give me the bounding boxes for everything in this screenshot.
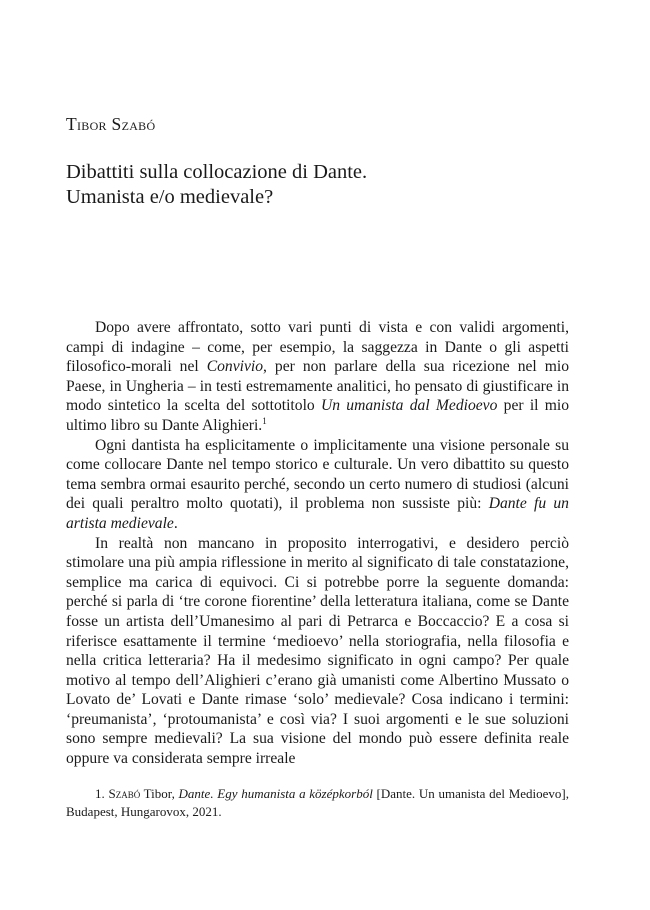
footnote-title: Dante. Egy humanista a középkorból [178, 786, 373, 801]
italic-text: Convivio [206, 358, 264, 376]
footnote [66, 785, 569, 821]
text-segment: Ogni dantista ha esplicitamente o implicitamente una visione personale su come collocare Dante nel tempo storico e culturale. Un vero dibattito su questo tema sembra ormai esaurito perché, secondo un certo numero di studiosi (alcuni dei quali peraltro molto quotati), il problema non sussiste più: [66, 436, 569, 513]
footnote-rest: [Dante. Un umanista del Medioevo], Budapest, Hungarovox, 2021. [66, 786, 569, 819]
footnote-author-surname: Szabó [108, 786, 141, 801]
text-segment: In realtà non mancano in proposito interrogativi, e desidero perciò stimolare una più ampia riflessione in merito al significato di tale constatazione, semplice ma carica di equivoci. Ci si potrebbe porre la seguente domanda: perché si parla di ‘tre corone fiorentine’ della letteratura italiana, come se Dante fosse un artista dell’Umanesimo al pari di Petrarca e Boccaccio? E a cosa si riferisce esattamente il termine ‘medioevo’ nella storiografia, nella filosofia e nella critica letteraria? Ha il medesimo significato in ogni campo? Per quale motivo al tempo dell’Alighieri c’erano già umanisti come Albertino Mussato o Lovato de’ Lovati e Dante rimase ‘solo’ medievale? Cosa indicano i termini: ‘preumanista’, ‘protoumanista’ e così via? I suoi argomenti e le sue soluzioni sono sempre medievali? La sua visione del mondo può essere definita reale oppure va considerata sempre irreale [66, 534, 569, 768]
footnote-ref: 1 [262, 415, 267, 426]
italic-text: Dante fu un artista medievale [66, 495, 569, 532]
paragraph [66, 436, 569, 534]
paragraph [66, 318, 569, 436]
title-line-1: Dibattiti sulla collocazione di Dante. [66, 161, 368, 183]
italic-text: Un umanista dal Medioevo [320, 397, 498, 415]
footnote-author-rest: Tibor, [140, 786, 179, 801]
article-body [66, 318, 569, 769]
text-segment: per il mio ultimo libro su Dante Alighieri. [66, 397, 569, 434]
title-line-2: Umanista e/o medievale? [66, 186, 274, 208]
author-name: Tibor Szabó [66, 114, 156, 134]
article-title [66, 160, 586, 210]
text-segment: . [173, 514, 178, 532]
text-segment: Dopo avere affrontato, sotto vari punti di vista e con validi argomenti, campi di indagine – come, per esempio, la saggezza in Dante o gli aspetti filosofico-morali nel [66, 319, 569, 376]
text-segment: , per non parlare della sua ricezione nel mio Paese, in Ungheria – in testi estremamente analitici, ho pensato di giustificare in modo sintetico la scelta del sottotitolo [66, 358, 569, 415]
paragraph [66, 534, 569, 769]
footnote-number: 1. [95, 786, 105, 801]
